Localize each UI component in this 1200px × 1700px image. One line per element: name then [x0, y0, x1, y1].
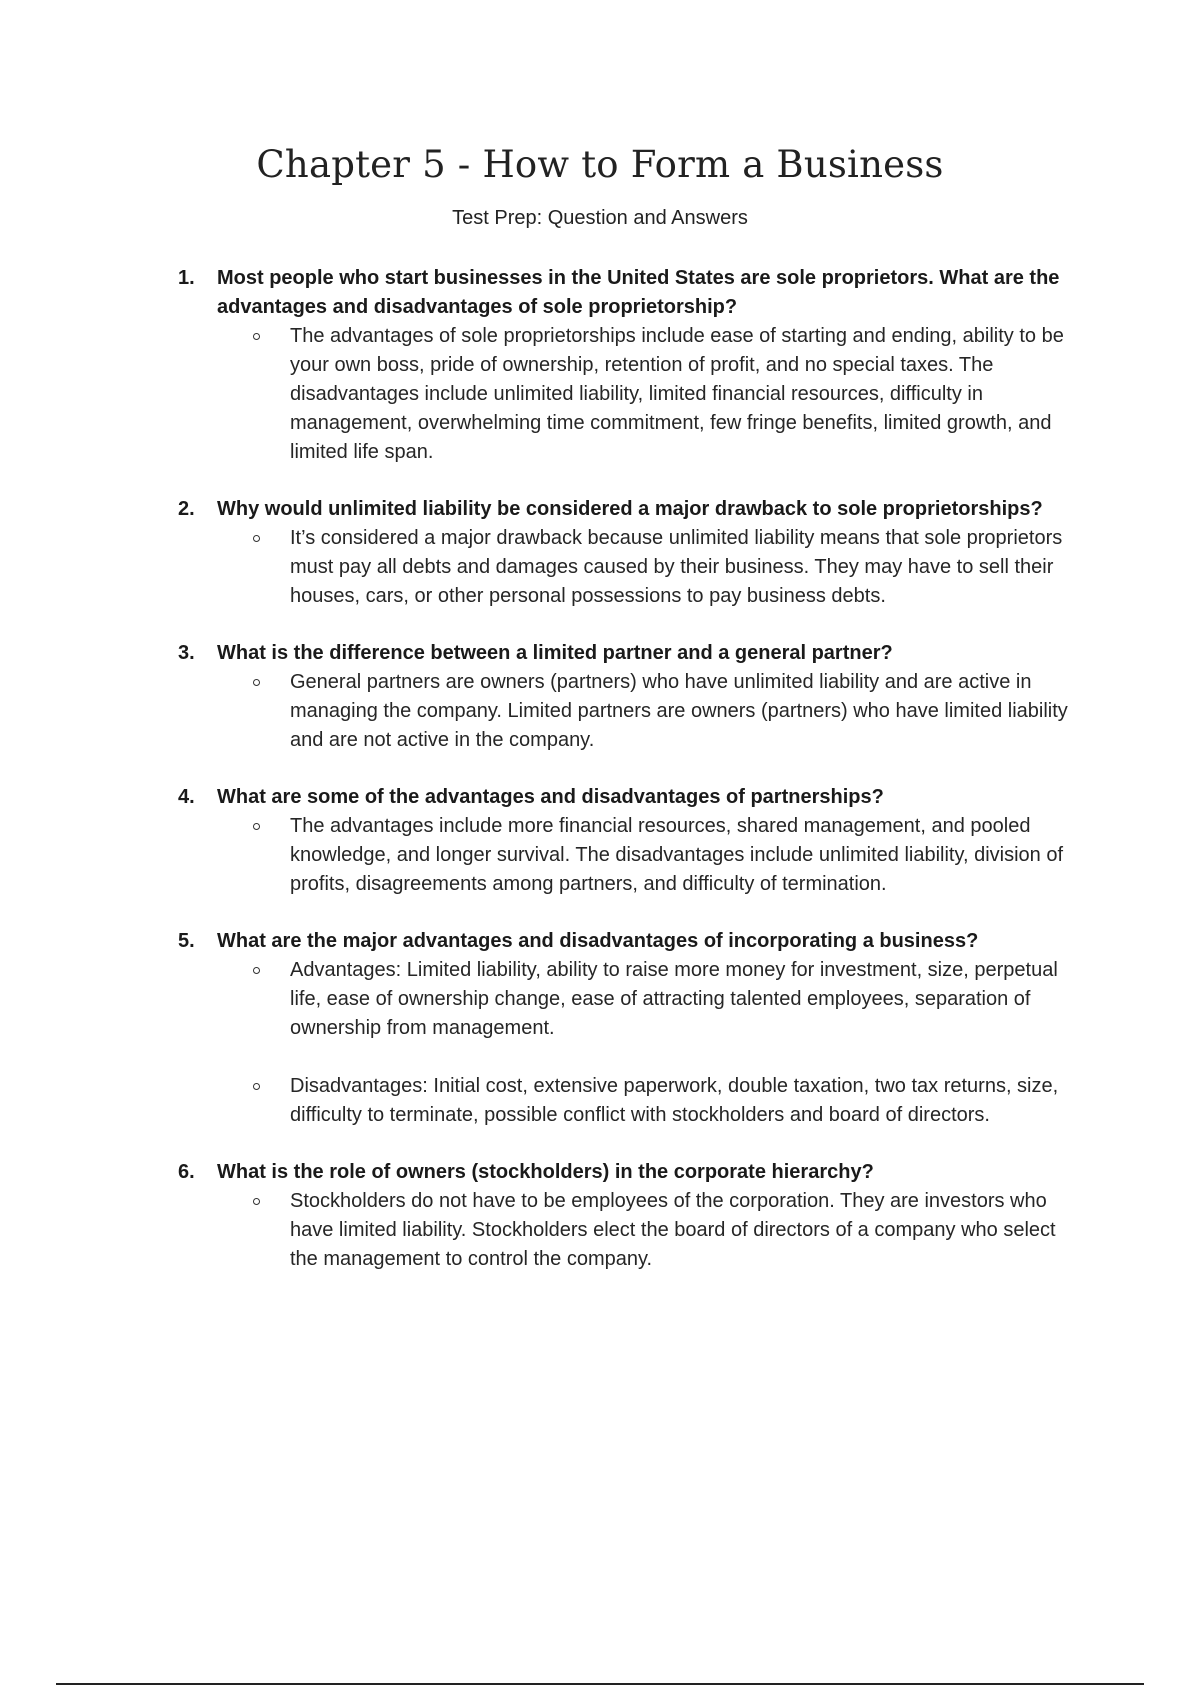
hollow-bullet-icon — [253, 967, 260, 974]
answer-list — [178, 524, 1088, 611]
hollow-bullet-icon — [253, 1083, 260, 1090]
question-item-1 — [178, 264, 1088, 467]
hollow-bullet-icon — [253, 333, 260, 340]
answer-item — [290, 812, 1088, 899]
question-text: What is the difference between a limited partner and a general partner? — [217, 642, 893, 664]
hollow-bullet-icon — [253, 1198, 260, 1205]
answer-list — [178, 1187, 1088, 1274]
answer-list — [178, 668, 1088, 755]
question-text: Most people who start businesses in the United States are sole proprietors. What are the advantages and disadvantages of sole proprietorship? — [217, 267, 1060, 318]
question-text: Why would unlimited liability be considered a major drawback to sole proprietorships? — [217, 498, 1043, 520]
hollow-bullet-icon — [253, 535, 260, 542]
question-text: What is the role of owners (stockholders) in the corporate hierarchy? — [217, 1161, 874, 1183]
question-number: 6. — [178, 1161, 195, 1183]
question-number: 4. — [178, 786, 195, 808]
answer-text: The advantages of sole proprietorships include ease of starting and ending, ability to be your own boss, pride of ownership, retention of profit, and no special taxes. The disadvantages include unlimited liability, limited financial resources, difficulty in management, overwhelming time commitment, few fringe benefits, limited growth, and limited life span. — [290, 325, 1064, 463]
answer-list — [178, 956, 1088, 1130]
question-item-3 — [178, 639, 1088, 755]
hollow-bullet-icon — [253, 823, 260, 830]
answer-text: The advantages include more financial resources, shared management, and pooled knowledge, and longer survival. The disadvantages include unlimited liability, division of profits, disagreements among partners, and difficulty of termination. — [290, 815, 1064, 895]
question-number: 3. — [178, 642, 195, 664]
question-item-5 — [178, 927, 1088, 1130]
answer-item — [290, 1072, 1088, 1130]
question-list — [178, 264, 1088, 1302]
footer-divider — [56, 1683, 1144, 1685]
answer-text: Advantages: Limited liability, ability to raise more money for investment, size, perpetual life, ease of ownership change, ease of attracting talented employees, separation of ownership from management. — [290, 959, 1058, 1039]
question-item-2 — [178, 495, 1088, 611]
answer-list — [178, 812, 1088, 899]
question-text: What are some of the advantages and disadvantages of partnerships? — [217, 786, 884, 808]
question-item-4 — [178, 783, 1088, 899]
answer-item — [290, 956, 1088, 1043]
question-text: What are the major advantages and disadvantages of incorporating a business? — [217, 930, 979, 952]
answer-item — [290, 524, 1088, 611]
answer-item — [290, 668, 1088, 755]
answer-item — [290, 1187, 1088, 1274]
question-number: 2. — [178, 498, 195, 520]
answer-item — [290, 322, 1088, 467]
page-title: Chapter 5 - How to Form a Business — [256, 143, 944, 186]
hollow-bullet-icon — [253, 679, 260, 686]
answer-text: It’s considered a major drawback because unlimited liability means that sole proprietors must pay all debts and damages caused by their business. They may have to sell their houses, cars, or other personal possessions to pay business debts. — [290, 527, 1063, 607]
answer-list — [178, 322, 1088, 467]
question-item-6 — [178, 1158, 1088, 1274]
question-number: 5. — [178, 930, 195, 952]
page-subtitle: Test Prep: Question and Answers — [452, 207, 748, 229]
answer-text: Disadvantages: Initial cost, extensive paperwork, double taxation, two tax returns, size, difficulty to terminate, possible conflict with stockholders and board of directors. — [290, 1075, 1059, 1126]
answer-text: Stockholders do not have to be employees of the corporation. They are investors who have limited liability. Stockholders elect the board of directors of a company who select the management to control the company. — [290, 1190, 1056, 1270]
question-number: 1. — [178, 267, 195, 289]
answer-text: General partners are owners (partners) who have unlimited liability and are active in managing the company. Limited partners are owners (partners) who have limited liability and are not active in the company. — [290, 671, 1068, 751]
